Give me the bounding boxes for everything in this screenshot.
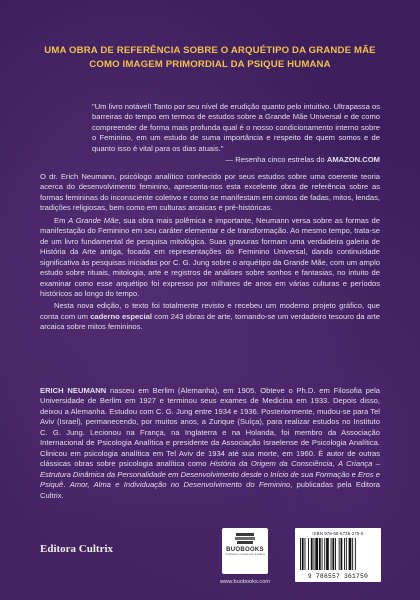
website-url[interactable]: www.buobooks.com	[220, 579, 270, 585]
description-paragraph-3	[40, 301, 380, 332]
book-title-inline: A Grande Mãe	[68, 215, 119, 225]
p2-rest: , sua obra mais polêmica e importante, Neumann versa sobre as formas de manifestação do Feminino em seu caráter elementar e de transformação. Ao mesmo tempo, trata-se de um livro fundamental de pesquisa mitológica. Suas gravuras formam uma verdadeira galeria de História da Arte antiga, focada em representações do Feminino Universal, dando continuidade significativa às pesquisas iniciadas por C. G. Jung sobre o arquétipo da Grande Mãe, com um amplo estudo sobre rituais, mitologia, arte e registros de análises sobre sonhos e fantasias, no intuito de examinar como esse arquétipo foi expresso por milhares de anos em várias culturas e períodos históricos ao longo do tempo.	[40, 215, 380, 298]
headline-line-1: UMA OBRA DE REFERÊNCIA SOBRE O ARQUÉTIPO DA GRANDE MÃE	[44, 45, 376, 56]
p3-rest: com 243 obras de arte, tornando-se um verdadeiro tesouro da arte arcaica sobre mitos femininos.	[40, 311, 380, 332]
bio-sep-3: .	[63, 480, 70, 490]
headline	[40, 44, 380, 72]
bio-work-1: História da Origem da Consciência	[209, 459, 333, 469]
barcode-bars	[300, 538, 376, 570]
author-name: ERICH NEUMANN	[40, 386, 107, 395]
description-paragraph-2	[40, 216, 380, 300]
headline-line-2: COMO IMAGEM PRIMORDIAL DA PSIQUE HUMANA	[89, 59, 331, 70]
bio-sep-2: e	[349, 469, 359, 479]
bio-sep-1: ,	[332, 459, 338, 469]
book-description	[40, 172, 380, 335]
quote-text: "Um livro notável! Tanto por seu nível de erudição quanto pelo intuitivo. Ultrapassa os barreiras do tempo em termos de estudos sobre a Grande Mãe Universal e de como compreender de forma mais profunda qual é o nosso condicionamento interno sobre o Feminino, em um estudo de suma importância e respeito de quem somos e de quanto isso é vital para os dias atuais."	[92, 102, 380, 153]
bio-work-3: Eros e Psiquê	[40, 469, 380, 490]
author-bio	[40, 386, 380, 501]
quote-attribution	[92, 155, 380, 165]
attribution-source: AMAZON.COM	[326, 155, 380, 165]
bio-work-4: Amor, Alma e Individuação no Desenvolvimento do Feminino	[69, 480, 291, 490]
isbn-label: ISBN 978-65-5736-275-0	[312, 531, 364, 536]
bio-text-b: , publicadas pela Editora Cultrix.	[40, 480, 380, 500]
p2-lead: Em	[54, 215, 69, 225]
logo-brand: BUOBOOKS	[226, 547, 264, 553]
special-section-highlight: caderno especial	[90, 311, 152, 321]
p3-lead: Nesta nova edição, o texto foi totalmente revisto e recebeu um moderno projeto gráfico, que conta com um	[40, 301, 380, 321]
bio-work-2: A Criança – Estrutura Dinâmica da Personalidade em Desenvolvimento desde o Início de sua Formação	[40, 459, 380, 479]
description-paragraph-1: O dr. Erich Neumann, psicólogo analítico conhecido por seus estudos sobre uma coerente teoria acerca do desenvolvimento feminino, apresenta-nos esta excelente obra de referência sobre as formas femininas do inconsciente coletivo e como se manifestam em contos de fadas, mitos, lendas, tradições religiosas, bem como em culturas arcaicas e pré-históricas.	[40, 172, 380, 213]
review-quote	[92, 102, 380, 165]
attribution-text: — Resenha cinco estrelas do	[225, 155, 327, 165]
buobooks-logo	[222, 528, 268, 574]
book-stack-icon	[234, 532, 256, 546]
bio-text-a: nasceu em Berlim (Alemanha), em 1905. Obteve o Ph.D. em Filosofia pela Universidade de Berlim em 1927 e terminou seus exames de Medicina em 1933. Depois disso, deixou a Alemanha. Estudou com C. G. Jung entre 1934 e 1936. Posteriormente, mudou-se para Tel Aviv (Israel), permanecendo, por muitos anos, a Zurique (Suíça), para realizar estudos no Instituto C. G. Jung. Lecionou na França, na Inglaterra e na Holanda, foi membro da Associação Internacional de Psicologia Analítica e presidente da Associação Israelense de Psicologia Analítica. Clinicou em psicologia analítica em Tel Aviv de 1934 até sua morte, em 1960. É autor de outras clássicas obras sobre psicologia analítica como	[40, 386, 381, 469]
barcode	[295, 528, 381, 582]
logo-tagline: Conheça e cresça com a leitura	[225, 552, 265, 556]
barcode-digits: 9 786557 361750	[307, 573, 369, 580]
publisher-name: Editora Cultrix	[40, 543, 114, 555]
